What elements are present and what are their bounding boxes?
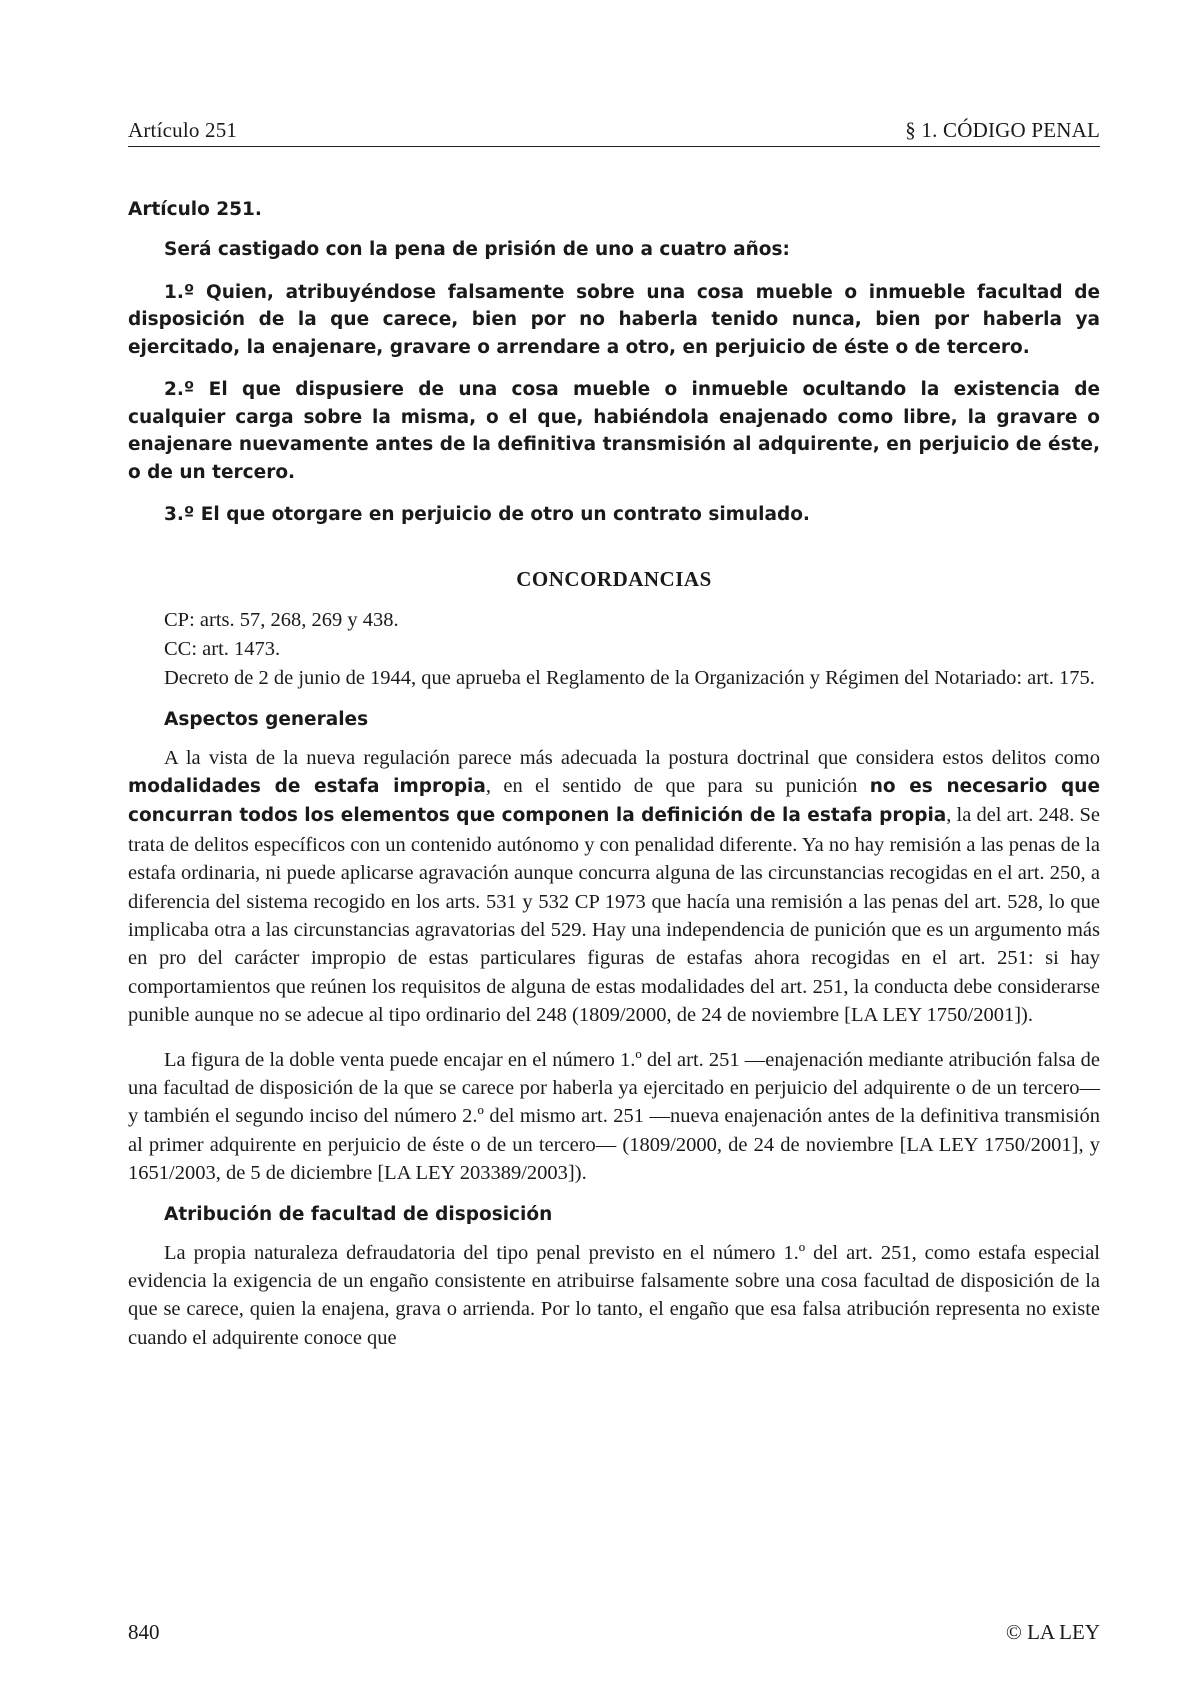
commentary-paragraph: La figura de la doble venta puede encajar en el número 1.º del art. 251 —enajenación mediante atribución falsa de una facultad de disposición de la que se carece por haberla ya ejercitado en perjuicio del adquirente o de un tercero— y también el segundo inciso del número 2.º del mismo art. 251 —nueva enajenación antes de la definitiva transmisión al primer adquirente en perjuicio de éste o de un tercero— (1809/2000, de 24 de noviembre [LA LEY 1750/2001], y 1651/2003, de 5 de diciembre [LA LEY 203389/2003]). xyxy=(128,1048,1100,1185)
article-title: Artículo 251. xyxy=(128,199,262,220)
commentary-atribucion xyxy=(128,1239,1100,1353)
commentary-aspectos xyxy=(128,744,1100,1188)
concordancias-list xyxy=(128,606,1100,693)
text-run: A la vista de la nueva regulación parece más adecuada la postura doctrinal que considera estos delitos como xyxy=(164,746,1100,769)
running-header xyxy=(128,118,1100,147)
bold-text-run: no es necesario que concurran todos los elementos que componen la definición de la estafa propia xyxy=(128,775,1100,827)
concordancia-line: CC: art. 1473. xyxy=(164,637,281,660)
section-heading-atribucion: Atribución de facultad de disposición xyxy=(164,1203,553,1225)
header-article-ref: Artículo 251 xyxy=(128,118,238,142)
article-paragraph: 3.º El que otorgare en perjuicio de otro un contrato simulado. xyxy=(164,504,810,525)
article-text xyxy=(128,236,1100,529)
commentary-paragraph: La propia naturaleza defraudatoria del tipo penal previsto en el número 1.º del art. 251, como estafa especial evidencia la exigencia de un engaño consistente en atribuirse falsamente sobre una cosa facultad de disposición de la que se carece, quien la enajena, grava o arrienda. Por lo tanto, el engaño que esa falsa atribución representa no existe cuando el adquirente conoce que xyxy=(128,1241,1100,1349)
page-content xyxy=(128,118,1100,1368)
text-run: , en el sentido de que para su punición xyxy=(485,774,870,797)
concordancia-line: CP: arts. 57, 268, 269 y 438. xyxy=(164,608,399,631)
page-number: 840 xyxy=(128,1620,160,1644)
article-paragraph: Será castigado con la pena de prisión de uno a cuatro años: xyxy=(164,239,790,260)
concordancias-heading: CONCORDANCIAS xyxy=(516,566,712,591)
article-paragraph: 1.º Quien, atribuyéndose falsamente sobre una cosa mueble o inmueble facultad de disposición de la que carece, bien por no haberla tenido nunca, bien por haberla ya ejercitado, la enajenare, gravare o arrendare a otro, en perjuicio de éste o de tercero. xyxy=(128,281,1100,358)
text-run: , la del art. 248. Se trata de delitos específicos con un contenido autónomo y con penalidad diferente. Ya no hay remisión a las penas de la estafa ordinaria, ni puede aplicarse agravación aunque concurra alguna de las circunstancias recogidas en el art. 250, a diferencia del sistema recogido en los arts. 531 y 532 CP 1973 que hacía una remisión a las penas del art. 528, lo que implicaba otra a las circunstancias agravatorias del 529. Hay una independencia de punición que es un argumento más en pro del carácter impropio de estas particulares figuras de estafas ahora recogidas en el art. 251: si hay comportamientos que reúnen los requisitos de alguna de estas modalidades del art. 251, la conducta debe considerarse punible aunque no se adecue al tipo ordinario del 248 (1809/2000, de 24 de noviembre [LA LEY 1750/2001]). xyxy=(128,804,1100,1027)
section-heading-aspectos: Aspectos generales xyxy=(164,708,369,730)
header-code-title: § 1. CÓDIGO PENAL xyxy=(905,118,1100,142)
bold-text-run: modalidades de estafa impropia xyxy=(128,775,486,797)
page-footer xyxy=(128,1620,1100,1645)
concordancia-line: Decreto de 2 de junio de 1944, que aprueba el Reglamento de la Organización y Régimen del Notariado: art. 175. xyxy=(164,666,1095,689)
commentary-paragraph xyxy=(128,744,1100,1030)
article-paragraph: 2.º El que dispusiere de una cosa mueble o inmueble ocultando la existencia de cualquier carga sobre la misma, o el que, habiéndola enajenado como libre, la gravare o enajenare nuevamente antes de la definitiva transmisión al adquirente, en perjuicio de éste, o de un tercero. xyxy=(128,379,1100,483)
publisher-credit: © LA LEY xyxy=(1005,1620,1100,1644)
